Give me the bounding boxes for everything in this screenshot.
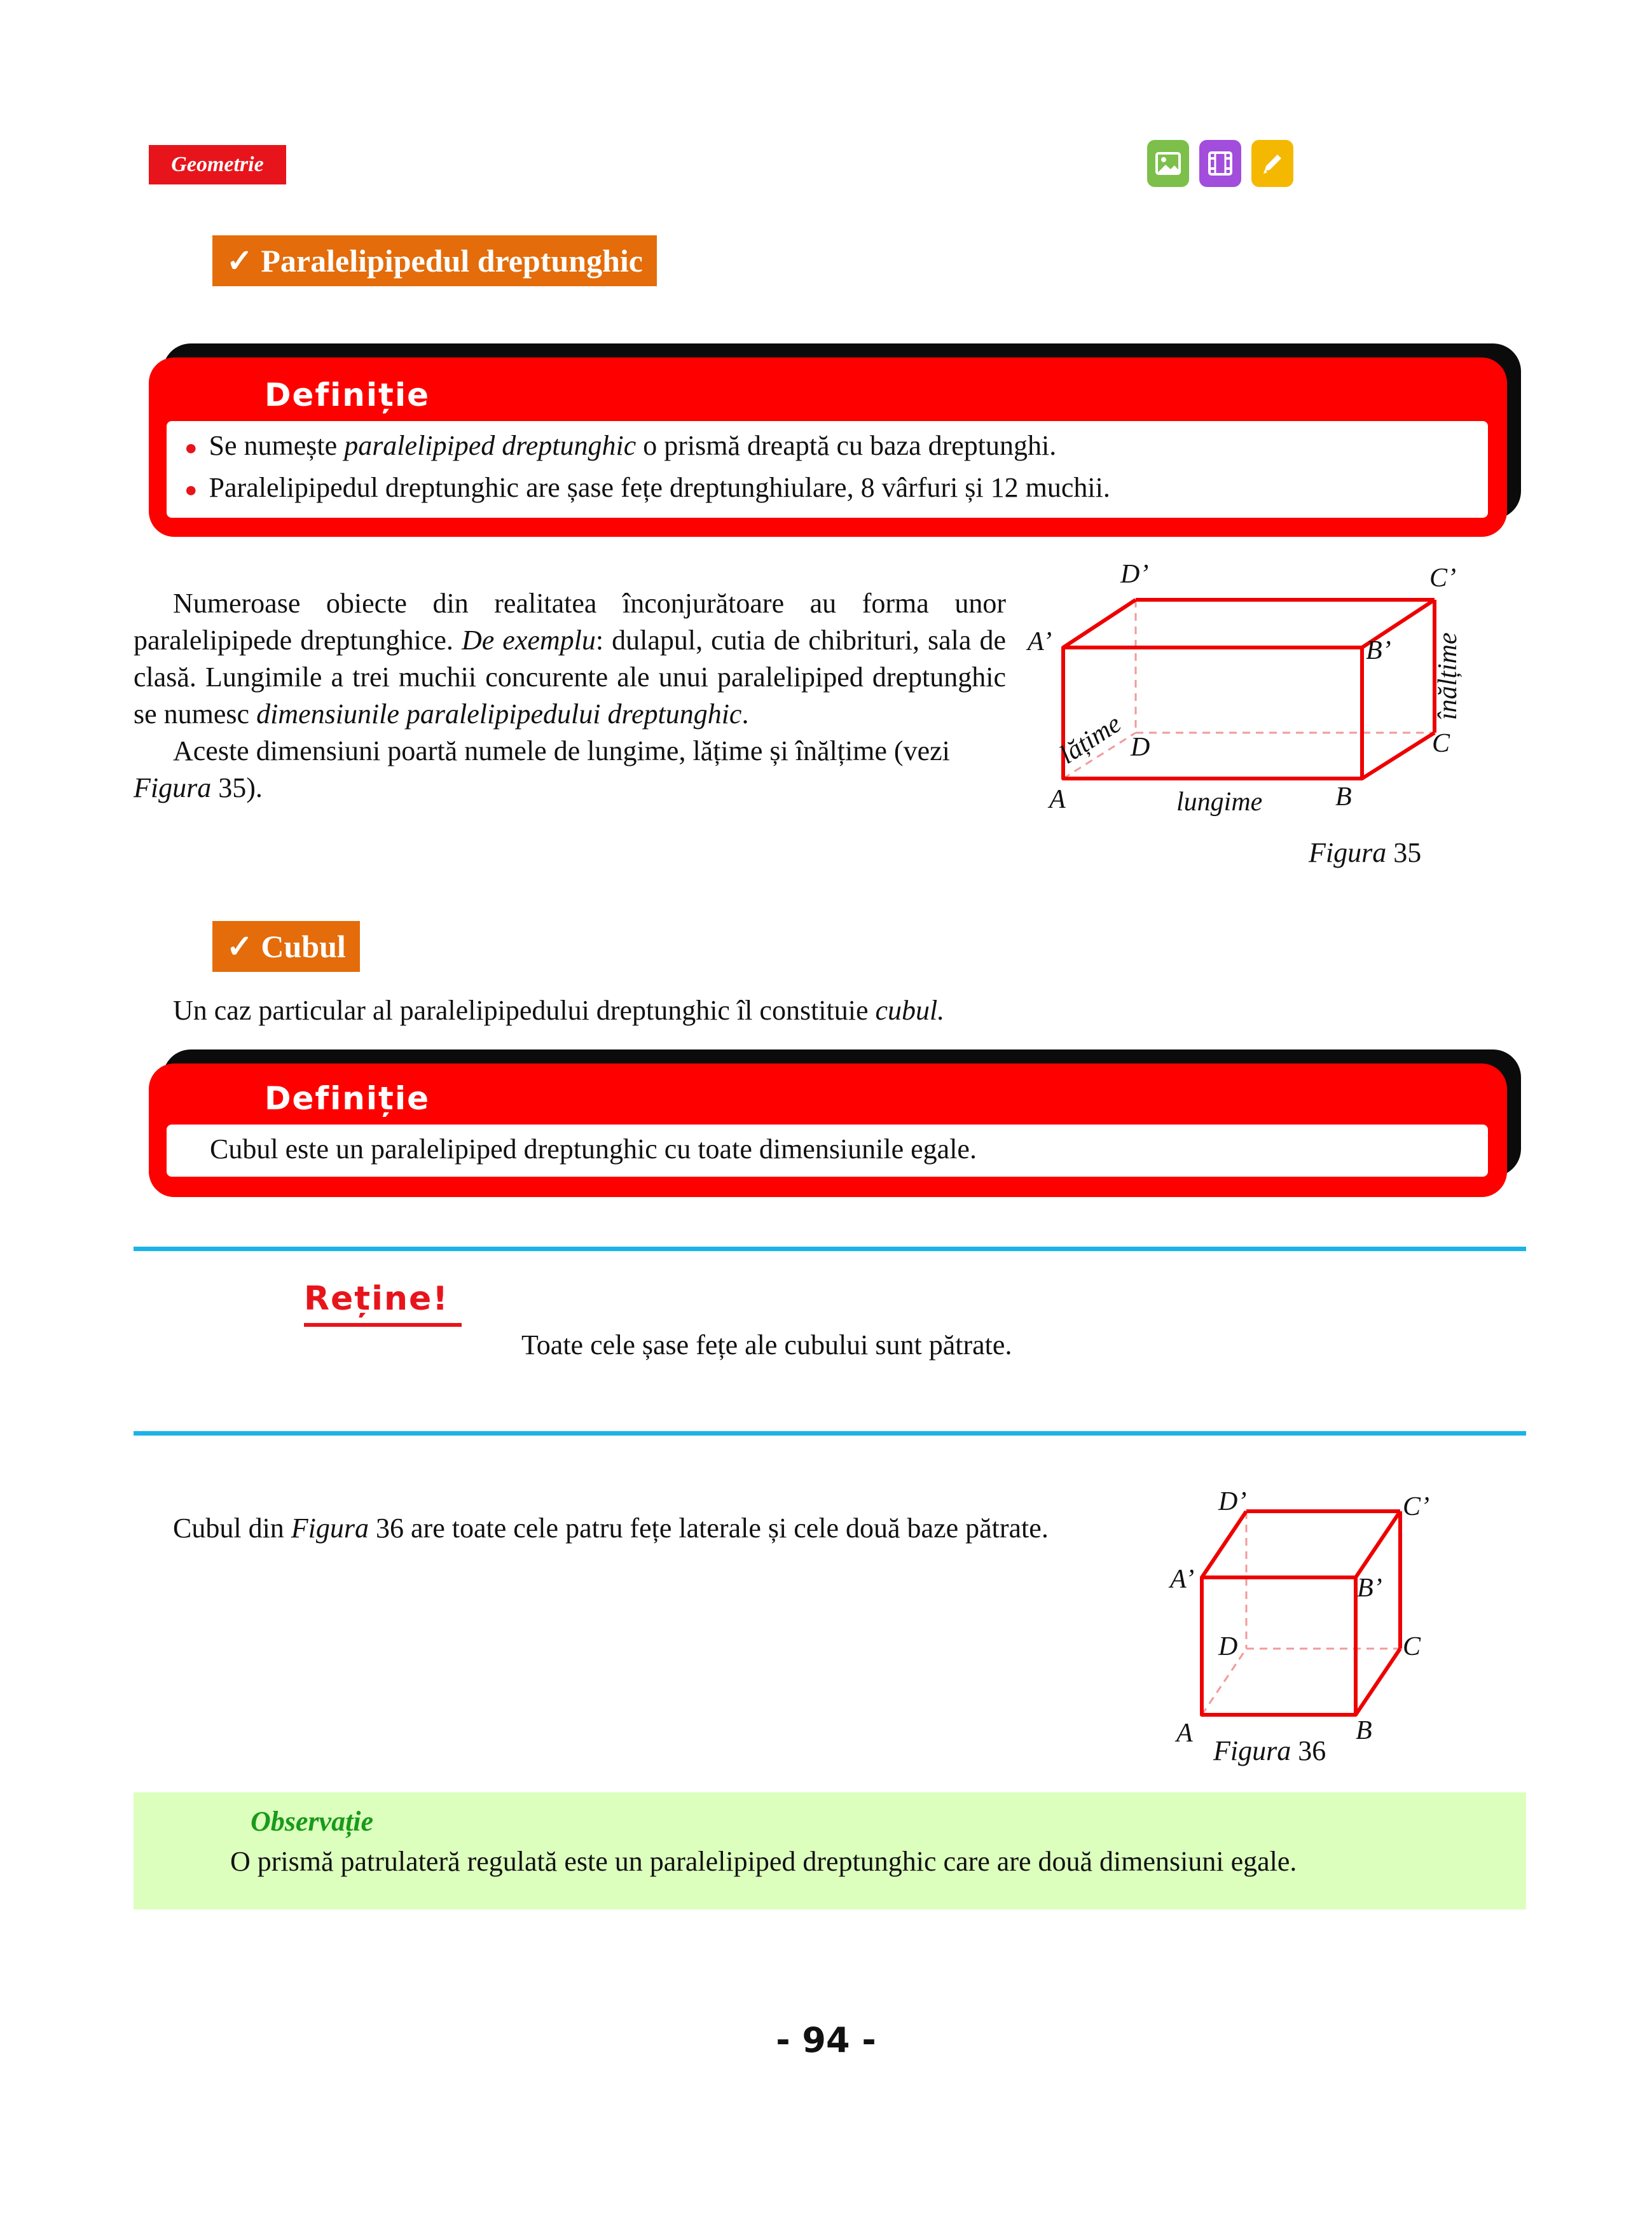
chapter-tag: Geometrie [149, 145, 286, 184]
retine-underline [304, 1323, 462, 1327]
label-B: B [1356, 1716, 1372, 1745]
label-B: B [1335, 782, 1352, 812]
label-height: înălțime [1433, 632, 1463, 720]
label-B1: B’ [1366, 636, 1391, 665]
retine-text: Toate cele șase fețe ale cubului sunt pătrate. [521, 1329, 1012, 1361]
bullet-icon: ● [184, 436, 198, 460]
label-A1: A’ [1170, 1565, 1195, 1594]
label-length: lungime [1176, 787, 1263, 817]
definition-box [149, 1063, 1507, 1197]
definition-title: Definiție [265, 377, 430, 413]
label-C: C [1432, 729, 1450, 758]
label-D1: D’ [1120, 560, 1149, 589]
definition-box [149, 357, 1507, 537]
label-C: C [1403, 1632, 1421, 1661]
retine-title: Reține! [304, 1280, 449, 1318]
figure-36-cube [1164, 1482, 1443, 1749]
section-title-cubul: ✓ Cubul [212, 921, 360, 972]
paragraph-dimensions: Numeroase obiecte din realitatea înconjurătoare au forma unor paralelipipede dreptunghice. De exemplu: dulapul, cutia de chibrituri, sala de clasă. Lungimile a trei muchii concurente ale unui paralelipiped dreptunghic se numesc dimensiunile paralelipipedului dreptunghic. Aceste dimensiuni poartă numele de lungime, lățime și înălțime (vezi Figura 35). [134, 588, 1006, 803]
film-icon[interactable] [1199, 140, 1241, 187]
label-B1: B’ [1357, 1574, 1382, 1603]
definition-content [167, 421, 1488, 518]
label-D1: D’ [1218, 1487, 1247, 1516]
label-A: A [1049, 785, 1066, 814]
label-width: lățime [1054, 709, 1127, 770]
figure-35-caption: Figura 35 [1309, 837, 1422, 868]
label-A: A [1176, 1719, 1193, 1748]
label-D: D [1131, 733, 1150, 762]
divider-bottom [134, 1431, 1526, 1436]
figure-36-caption: Figura 36 [1213, 1735, 1326, 1766]
observation-title: Observație [251, 1806, 374, 1837]
paragraph-cubul-intro: Un caz particular al paralelipipedului dreptunghic îl constituie cubul. [173, 995, 945, 1026]
page-number: - 94 - [776, 2020, 876, 2060]
divider-top [134, 1247, 1526, 1251]
definition-line-1: ● Se numește paralelipiped dreptunghic o prismă dreaptă cu baza dreptunghi. [184, 430, 1057, 461]
label-D: D [1218, 1632, 1238, 1661]
observation-box [134, 1792, 1526, 1909]
paragraph-cube-figure: Cubul din Figura 36 are toate cele patru fețe laterale și cele două baze pătrate. [173, 1513, 1049, 1544]
image-icon[interactable] [1147, 140, 1189, 187]
definition-line-2: ● Paralelipipedul dreptunghic are șase fețe dreptunghiulare, 8 vârfuri și 12 muchii. [184, 472, 1110, 503]
observation-text: O prismă patrulateră regulată este un paralelipiped dreptunghic care are două dimensiuni egale. [230, 1846, 1297, 1877]
definition-title: Definiție [265, 1080, 430, 1117]
label-C1: C’ [1403, 1492, 1429, 1521]
definition-content [167, 1125, 1488, 1177]
label-A1: A’ [1028, 627, 1052, 656]
bullet-icon: ● [184, 478, 198, 502]
label-C1: C’ [1429, 564, 1456, 593]
pencil-icon[interactable] [1251, 140, 1293, 187]
section-title-paralelipiped: ✓ Paralelipipedul dreptunghic [212, 235, 657, 286]
definition-text: Cubul este un paralelipiped dreptunghic cu toate dimensiunile egale. [210, 1133, 977, 1165]
